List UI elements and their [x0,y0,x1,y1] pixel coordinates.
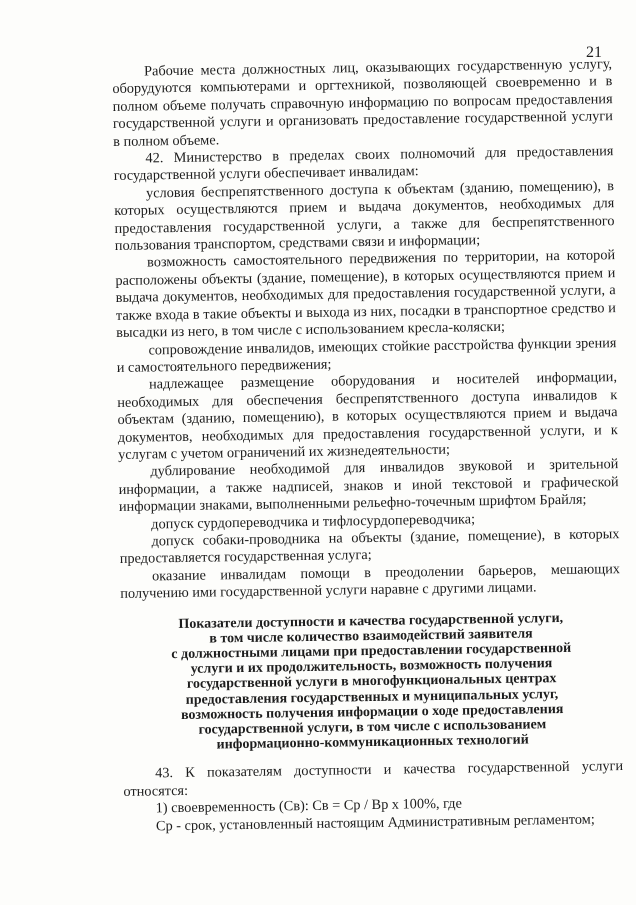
paragraph: 43. К показателям доступности и качества государственной услуги относятся: [123,758,624,800]
heading-line: услуги и их продолжительность, возможность получения [190,656,553,678]
heading-line: в том числе количество взаимодействий заявителя [209,626,533,647]
heading-line: государственной услуги, в том числе с использованием [198,717,547,738]
paragraph: сопровождение инвалидов, имеющих стойкие расстройства функции зрения и самостоятельного передвижения; [116,334,617,376]
paragraph: оказание инвалидам помощи в преодолении барьеров, мешающих получению ими государственной услуги наравне с другими лицами. [120,560,621,603]
paragraph: дублирование необходимой для инвалидов звуковой и зрительной информации, а также надписей, знаков и иной текстовой и графической информации знаками, выполненными рельефно-точечным шрифтом Брайля; [118,456,619,516]
paragraph: допуск собаки-проводника на объекты (здание, помещение), в которых предоставляется государственная услуга; [119,526,620,568]
heading-line: информационно-коммуникационных технологий [216,732,529,753]
paragraph: надлежащее размещение оборудования и носителей информации, необходимых для обеспечения беспрепятственного доступа инвалидов к объектам (зданию, помещению), в которых осуществляются прием и выдача документов, необходимых для предоставления государственной услуги, и к услугам с учетом ограничений их жизнедеятельности; [117,369,618,463]
heading-line: предоставления государственных и муниципальных услуг, [185,686,559,708]
heading-line: с должностными лицами при предоставлении государственной [171,640,572,663]
document-body [112,56,624,836]
heading-line: возможность получения информации о ходе предоставления [180,701,564,723]
paragraph: Рабочие места должностных лиц, оказывающих государственную услугу, оборудуются компьютерами и оргтехникой, позволяющей своевременно и в полном объеме получать справочную информацию по вопросам предоставления государственной услуги и организовать предоставление государственной услуги в полном объеме. [112,56,614,150]
paragraph: Ср - срок, установленный настоящим Административным регламентом; [155,811,595,835]
heading-line: государственной услуги в многофункциональных центрах [186,671,557,693]
paragraph: допуск сурдопереводчика и тифлосурдопереводчика; [151,510,476,533]
paragraph: 1) своевременность (Св): Св = Ср / Вр х 100%, где [155,795,462,817]
paragraph: 42. Министерство в пределах своих полномочий для предоставления государственной услуги обеспечивает инвалидам: [113,143,614,185]
paragraph: возможность самостоятельного передвижения по территории, на которой расположены объекты (здание, помещение), в которых осуществляются прием и выдача документов, необходимых для предоставления государственной услуги, а также входа в такие объекты и выхода из них, посадки в транспортное средство и высадки из него, в том числе с использованием кресла-коляски; [115,247,617,342]
heading-line: Показатели доступности и качества государственной услуги, [178,610,564,632]
section-heading [121,610,623,755]
paragraph: условия беспрепятственного доступа к объектам (зданию, помещению), в которых осуществляются прием и выдача документов, необходимых для предоставления государственной услуги, а также для беспрепятственного пользования транспортом, средствами связи и информации; [114,177,615,255]
page-number: 21 [586,44,602,61]
